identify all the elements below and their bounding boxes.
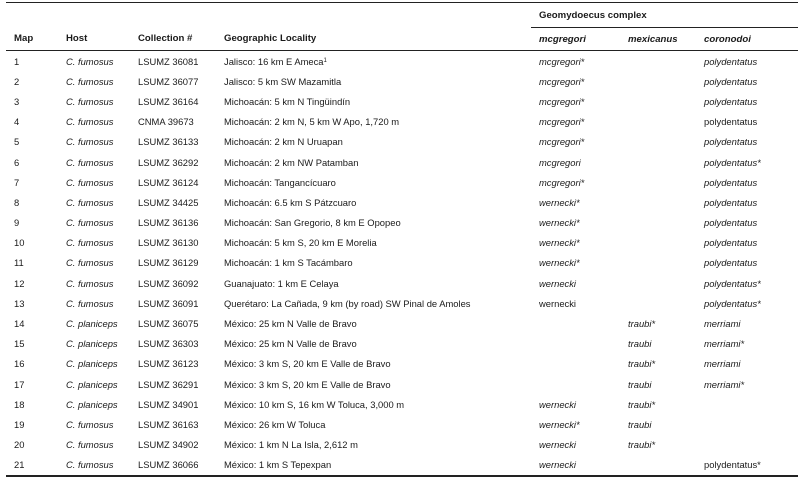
cell-locality (216, 293, 531, 313)
cell-collection: LSUMZ 36092 (138, 277, 199, 289)
cell-map: 8 (14, 196, 20, 208)
cell-host: C. fumosus (66, 95, 114, 107)
cell-coronodoi: polydentatus* (704, 297, 761, 309)
table-row (6, 334, 798, 354)
cell-locality (216, 435, 531, 455)
cell-host: C. fumosus (66, 257, 114, 269)
col-header-collection: Collection # (138, 33, 193, 45)
cell-locality (216, 354, 531, 374)
cell-map: 20 (14, 439, 25, 451)
cell-map: 7 (14, 176, 20, 188)
locality-text: Michoacán: Tangancícuaro (224, 176, 336, 188)
cell-coronodoi: polydentatus* (704, 277, 761, 289)
cell-map: 6 (14, 156, 20, 168)
cell-locality (216, 213, 531, 233)
locality-text: Querétaro: La Cañada, 9 km (by road) SW Pinal de Amoles (224, 297, 471, 309)
cell-collection: LSUMZ 36303 (138, 338, 199, 350)
col-header-mexicanus: mexicanus (628, 33, 678, 45)
cell-coronodoi: merriami* (704, 338, 745, 350)
cell-host: C. fumosus (66, 176, 114, 188)
cell-mcgregori: mcgregori* (539, 136, 585, 148)
table-row (6, 455, 798, 476)
cell-collection: LSUMZ 36164 (138, 95, 199, 107)
cell-mexicanus (620, 253, 696, 273)
table-row (6, 71, 798, 91)
cell-host: C. fumosus (66, 277, 114, 289)
cell-map: 21 (14, 459, 25, 471)
cell-map: 14 (14, 318, 25, 330)
cell-coronodoi: merriami (704, 318, 741, 330)
cell-locality (216, 273, 531, 293)
cell-locality (216, 91, 531, 111)
column-header-row (6, 28, 798, 51)
cell-mexicanus: traubi (628, 378, 652, 390)
cell-map: 13 (14, 297, 25, 309)
cell-coronodoi: polydentatus* (704, 156, 761, 168)
locality-text: Michoacán: 2 km N, 5 km W Apo, 1,720 m (224, 116, 400, 128)
locality-text: México: 26 km W Toluca (224, 418, 326, 430)
col-header-host: Host (66, 33, 88, 45)
cell-collection: LSUMZ 36130 (138, 237, 199, 249)
cell-locality (216, 152, 531, 172)
table-row (6, 414, 798, 434)
cell-locality (216, 414, 531, 434)
cell-coronodoi: polydentatus (704, 116, 758, 128)
cell-mexicanus: traubi* (628, 318, 656, 330)
cell-coronodoi: polydentatus (704, 95, 758, 107)
cell-host: C. fumosus (66, 196, 114, 208)
cell-host: C. planiceps (66, 378, 118, 390)
cell-locality (216, 132, 531, 152)
cell-map: 18 (14, 398, 25, 410)
cell-host: C. fumosus (66, 439, 114, 451)
cell-host: C. fumosus (66, 116, 114, 128)
cell-host: C. fumosus (66, 418, 114, 430)
cell-mcgregori (531, 334, 620, 354)
cell-collection: LSUMZ 36077 (138, 75, 199, 87)
locality-text: México: 3 km S, 20 km E Valle de Bravo (224, 378, 391, 390)
locality-text: México: 1 km S Tepexpan (224, 459, 332, 471)
cell-locality (216, 192, 531, 212)
cell-locality (216, 51, 531, 72)
cell-mcgregori: mcgregori* (539, 95, 585, 107)
locality-text: México: 25 km N Valle de Bravo (224, 318, 357, 330)
specimen-table (6, 2, 798, 477)
cell-collection: LSUMZ 36136 (138, 217, 199, 229)
cell-coronodoi (696, 414, 798, 434)
cell-mexicanus (620, 455, 696, 476)
col-header-map: Map (14, 33, 34, 45)
cell-mexicanus (620, 192, 696, 212)
cell-mcgregori: wernecki* (539, 418, 580, 430)
cell-coronodoi: polydentatus (704, 257, 758, 269)
cell-collection: CNMA 39673 (138, 116, 194, 128)
cell-locality (216, 334, 531, 354)
table-row (6, 172, 798, 192)
cell-mcgregori (531, 354, 620, 374)
cell-collection: LSUMZ 34425 (138, 196, 199, 208)
cell-mexicanus (620, 112, 696, 132)
cell-map: 16 (14, 358, 25, 370)
cell-collection: LSUMZ 36163 (138, 418, 199, 430)
cell-collection: LSUMZ 36129 (138, 257, 199, 269)
cell-host: C. fumosus (66, 55, 114, 67)
locality-text: Michoacán: 5 km N Tingüindín (224, 95, 351, 107)
cell-mexicanus (620, 233, 696, 253)
cell-map: 19 (14, 418, 25, 430)
table-row (6, 313, 798, 333)
cell-mexicanus: traubi (628, 418, 652, 430)
cell-map: 1 (14, 55, 20, 67)
table-row (6, 112, 798, 132)
cell-coronodoi (696, 394, 798, 414)
cell-coronodoi: polydentatus (704, 237, 758, 249)
cell-mcgregori: wernecki (539, 439, 576, 451)
cell-mexicanus (620, 152, 696, 172)
cell-map: 5 (14, 136, 20, 148)
cell-mcgregori: wernecki* (539, 237, 580, 249)
cell-mcgregori: wernecki (539, 277, 576, 289)
cell-host: C. fumosus (66, 156, 114, 168)
table-row (6, 192, 798, 212)
cell-map: 11 (14, 257, 24, 269)
cell-map: 15 (14, 338, 25, 350)
cell-collection: LSUMZ 36075 (138, 318, 199, 330)
cell-locality (216, 455, 531, 476)
cell-mexicanus (620, 172, 696, 192)
cell-coronodoi: polydentatus (704, 196, 758, 208)
cell-host: C. fumosus (66, 136, 114, 148)
cell-locality (216, 233, 531, 253)
cell-mexicanus: traubi* (628, 398, 656, 410)
cell-collection: LSUMZ 34902 (138, 439, 199, 451)
cell-mexicanus (620, 293, 696, 313)
table-row (6, 293, 798, 313)
cell-map: 10 (14, 237, 25, 249)
locality-text: México: 3 km S, 20 km E Valle de Bravo (224, 358, 391, 370)
cell-locality (216, 253, 531, 273)
cell-mexicanus (620, 71, 696, 91)
table-body (6, 51, 798, 476)
cell-coronodoi (696, 435, 798, 455)
cell-coronodoi: polydentatus (704, 176, 758, 188)
table-row (6, 273, 798, 293)
cell-locality (216, 71, 531, 91)
cell-mcgregori (531, 313, 620, 333)
cell-locality (216, 172, 531, 192)
col-header-locality: Geographic Locality (224, 33, 317, 45)
cell-mexicanus: traubi* (628, 439, 656, 451)
cell-mexicanus: traubi (628, 338, 652, 350)
locality-text: Jalisco: 16 km E Ameca (224, 55, 324, 67)
cell-host: C. fumosus (66, 459, 114, 471)
cell-locality (216, 394, 531, 414)
cell-mcgregori: mcgregori* (539, 116, 585, 128)
cell-mcgregori: mcgregori* (539, 55, 585, 67)
cell-map: 3 (14, 95, 20, 107)
cell-host: C. fumosus (66, 75, 114, 87)
locality-text: Michoacán: 5 km S, 20 km E Morelia (224, 237, 377, 249)
locality-text: México: 25 km N Valle de Bravo (224, 338, 357, 350)
cell-coronodoi: polydentatus (704, 217, 758, 229)
table-row (6, 233, 798, 253)
group-header-row (6, 3, 798, 28)
cell-mcgregori: wernecki* (539, 196, 580, 208)
cell-collection: LSUMZ 36091 (138, 297, 199, 309)
cell-coronodoi: polydentatus (704, 136, 758, 148)
cell-map: 17 (14, 378, 25, 390)
table-header (6, 3, 798, 51)
table-row (6, 253, 798, 273)
table-row (6, 51, 798, 72)
cell-host: C. fumosus (66, 217, 114, 229)
cell-collection: LSUMZ 36066 (138, 459, 199, 471)
cell-map: 2 (14, 75, 20, 87)
cell-locality (216, 112, 531, 132)
cell-mcgregori: wernecki* (539, 257, 580, 269)
cell-mcgregori: mcgregori (539, 156, 581, 168)
cell-mcgregori: mcgregori* (539, 75, 585, 87)
locality-text: México: 10 km S, 16 km W Toluca, 3,000 m (224, 398, 405, 410)
table-row (6, 213, 798, 233)
cell-collection: LSUMZ 36124 (138, 176, 199, 188)
cell-coronodoi: polydentatus (704, 75, 758, 87)
col-header-coronodoi: coronodoi (704, 33, 751, 45)
group-header-geomydoecus: Geomydoecus complex (531, 3, 798, 28)
cell-host: C. fumosus (66, 237, 114, 249)
cell-collection: LSUMZ 36291 (138, 378, 199, 390)
cell-mcgregori (531, 374, 620, 394)
locality-text: México: 1 km N La Isla, 2,612 m (224, 439, 358, 451)
locality-text: Michoacán: 1 km S Tacámbaro (224, 257, 353, 269)
locality-text: Michoacán: 2 km N Uruapan (224, 136, 343, 148)
table-row (6, 374, 798, 394)
locality-text: Guanajuato: 1 km E Celaya (224, 277, 339, 289)
cell-map: 4 (14, 116, 20, 128)
locality-text: Jalisco: 5 km SW Mazamitla (224, 75, 342, 87)
cell-host: C. planiceps (66, 318, 118, 330)
cell-collection: LSUMZ 36292 (138, 156, 199, 168)
cell-coronodoi: polydentatus* (704, 459, 761, 471)
table-row (6, 91, 798, 111)
cell-host: C. planiceps (66, 338, 118, 350)
cell-mexicanus: traubi* (628, 358, 656, 370)
locality-text: Michoacán: 6.5 km S Pátzcuaro (224, 196, 357, 208)
cell-mexicanus (620, 51, 696, 72)
cell-mcgregori: wernecki (539, 297, 576, 309)
table-row (6, 435, 798, 455)
cell-collection: LSUMZ 36123 (138, 358, 199, 370)
cell-host: C. planiceps (66, 398, 118, 410)
cell-mexicanus (620, 213, 696, 233)
cell-mcgregori: wernecki (539, 459, 576, 471)
cell-collection: LSUMZ 36133 (138, 136, 199, 148)
table-row (6, 354, 798, 374)
col-header-mcgregori: mcgregori (539, 33, 586, 45)
cell-host: C. fumosus (66, 297, 114, 309)
table-row (6, 132, 798, 152)
cell-mexicanus (620, 91, 696, 111)
cell-locality (216, 313, 531, 333)
cell-map: 12 (14, 277, 25, 289)
cell-mcgregori: wernecki (539, 398, 576, 410)
cell-collection: LSUMZ 36081 (138, 55, 199, 67)
cell-mcgregori: wernecki* (539, 217, 580, 229)
cell-mcgregori: mcgregori* (539, 176, 585, 188)
cell-mexicanus (620, 132, 696, 152)
cell-coronodoi: merriami (704, 358, 741, 370)
cell-host: C. planiceps (66, 358, 118, 370)
footnote-marker: 1 (323, 57, 327, 64)
locality-text: Michoacán: San Gregorio, 8 km E Opopeo (224, 217, 401, 229)
table-row (6, 394, 798, 414)
cell-collection: LSUMZ 34901 (138, 398, 199, 410)
cell-mexicanus (620, 273, 696, 293)
cell-map: 9 (14, 217, 20, 229)
cell-coronodoi: polydentatus (704, 55, 758, 67)
cell-coronodoi: merriami* (704, 378, 745, 390)
table-row (6, 152, 798, 172)
cell-locality (216, 374, 531, 394)
locality-text: Michoacán: 2 km NW Patamban (224, 156, 359, 168)
